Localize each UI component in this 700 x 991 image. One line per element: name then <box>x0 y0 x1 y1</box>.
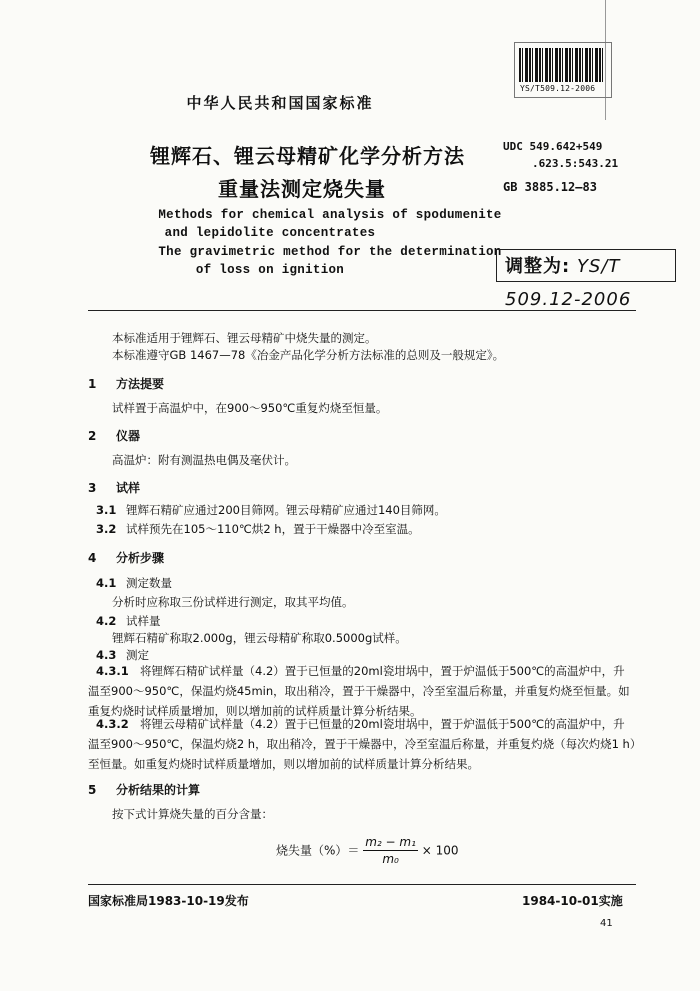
english-title-line-3: The gravimetric method for the determination <box>158 245 502 259</box>
item-4-3-1-text: 将锂辉石精矿试样量（4.2）置于已恒量的20ml瓷坩埚中，置于炉温低于500℃的高温炉中，升温至900～950℃，保温灼烧45min，取出稍冷，置于干燥器中，冷至室温后称量，并重复灼烧至恒量。如重复灼烧时试样质量增加，则以增加前的试样质量计算分析结果。 <box>88 664 630 718</box>
item-3-2-text: 试样预先在105～110℃烘2 h，置于干燥器中冷至室温。 <box>126 522 420 536</box>
item-3-1 <box>96 502 446 518</box>
section-1-text: 试样置于高温炉中，在900～950℃重复灼烧至恒量。 <box>112 401 388 415</box>
bottom-divider <box>88 884 636 885</box>
item-4-3-2 <box>88 714 636 774</box>
stamp-value: YS/T 509.12-2006 <box>505 256 632 310</box>
intro-paragraph-2: 本标准遵守GB 1467—78《冶金产品化学分析方法标准的总则及一般规定》。 <box>112 348 505 362</box>
item-4-1-number: 4.1 <box>96 576 117 590</box>
item-4-3-1 <box>88 661 636 721</box>
english-title-line-2: and lepidolite concentrates <box>164 226 376 240</box>
title-line-1: 锂辉石、锂云母精矿化学分析方法 <box>150 144 465 168</box>
section-2-heading <box>88 427 140 444</box>
item-4-3-1-number: 4.3.1 <box>96 664 129 678</box>
section-4-title: 分析步骤 <box>116 551 165 565</box>
item-3-2 <box>96 521 420 537</box>
formula-multiplier: × 100 <box>421 843 459 858</box>
english-title-line-4: of loss on ignition <box>195 263 345 277</box>
item-4-1-title: 测定数量 <box>126 576 172 590</box>
udc-line-2: .623.5:543.21 <box>532 157 619 170</box>
item-3-1-text: 锂辉石精矿应通过200目筛网。锂云母精矿应通过140目筛网。 <box>126 503 446 517</box>
formula-numerator: m₂ − m₁ <box>365 835 416 849</box>
item-4-2-title: 试样量 <box>126 614 161 628</box>
formula-denominator: m₀ <box>382 852 399 866</box>
item-4-2-number: 4.2 <box>96 614 117 628</box>
adjustment-stamp <box>496 249 676 310</box>
stamp-label: 调整为: <box>505 256 571 277</box>
title-line-2: 重量法测定烧失量 <box>218 177 386 201</box>
section-2-number: 2 <box>88 429 97 443</box>
item-4-3-number: 4.3 <box>96 648 117 662</box>
section-4-heading <box>88 549 164 566</box>
section-2-title: 仪器 <box>116 429 141 443</box>
item-4-2-text: 锂辉石精矿称取2.000g，锂云母精矿称取0.5000g试样。 <box>112 631 407 645</box>
section-1-title: 方法提要 <box>116 377 165 391</box>
section-5-number: 5 <box>88 783 97 797</box>
formula-lhs: 烧失量（%）＝ <box>276 843 360 858</box>
page-number: 41 <box>600 918 613 929</box>
udc-line-1: UDC 549.642+549 <box>503 140 603 153</box>
item-4-1-text: 分析时应称取三份试样进行测定，取其平均值。 <box>112 595 354 609</box>
item-4-1-heading <box>96 575 172 591</box>
item-3-1-number: 3.1 <box>96 503 117 517</box>
top-divider <box>88 310 636 311</box>
section-5-heading <box>88 781 200 798</box>
loss-on-ignition-formula <box>276 834 459 867</box>
formula-fraction <box>363 834 418 867</box>
section-5-title: 分析结果的计算 <box>116 783 201 797</box>
intro-paragraph-1: 本标准适用于锂辉石、锂云母精矿中烧失量的测定。 <box>112 331 377 345</box>
barcode-icon <box>519 48 605 82</box>
section-2-text: 高温炉：附有测温热电偶及毫伏计。 <box>112 453 296 467</box>
item-4-2-heading <box>96 613 161 629</box>
english-title-line-1: Methods for chemical analysis of spodumenite <box>158 208 502 222</box>
section-1-heading <box>88 375 164 392</box>
section-3-number: 3 <box>88 481 97 495</box>
item-4-3-2-number: 4.3.2 <box>96 717 129 731</box>
section-3-title: 试样 <box>116 481 141 495</box>
item-4-3-title: 测定 <box>126 648 149 662</box>
section-3-heading <box>88 479 140 496</box>
effective-date: 1984-10-01实施 <box>522 894 623 908</box>
section-5-text: 按下式计算烧失量的百分含量： <box>112 807 273 821</box>
item-4-3-2-text: 将锂云母精矿试样量（4.2）置于已恒量的20ml瓷坩埚中，置于炉温低于500℃的高温炉中，升温至900～950℃，保温灼烧2 h，取出稍冷，置于干燥器中，冷至室温后称量，并重复灼烧（每次灼烧1 h）至恒量。如重复灼烧时试样质量增加，则以增加前的试样质量计算分析结果。 <box>88 717 636 771</box>
issued-date: 国家标准局1983-10-19发布 <box>88 894 249 908</box>
barcode-text: YS/T509.12-2006 <box>520 84 596 93</box>
section-1-number: 1 <box>88 377 97 391</box>
section-4-number: 4 <box>88 551 97 565</box>
gb-number: GB 3885.12—83 <box>503 180 597 194</box>
item-3-2-number: 3.2 <box>96 522 117 536</box>
standard-body-header: 中华人民共和国国家标准 <box>186 94 374 112</box>
